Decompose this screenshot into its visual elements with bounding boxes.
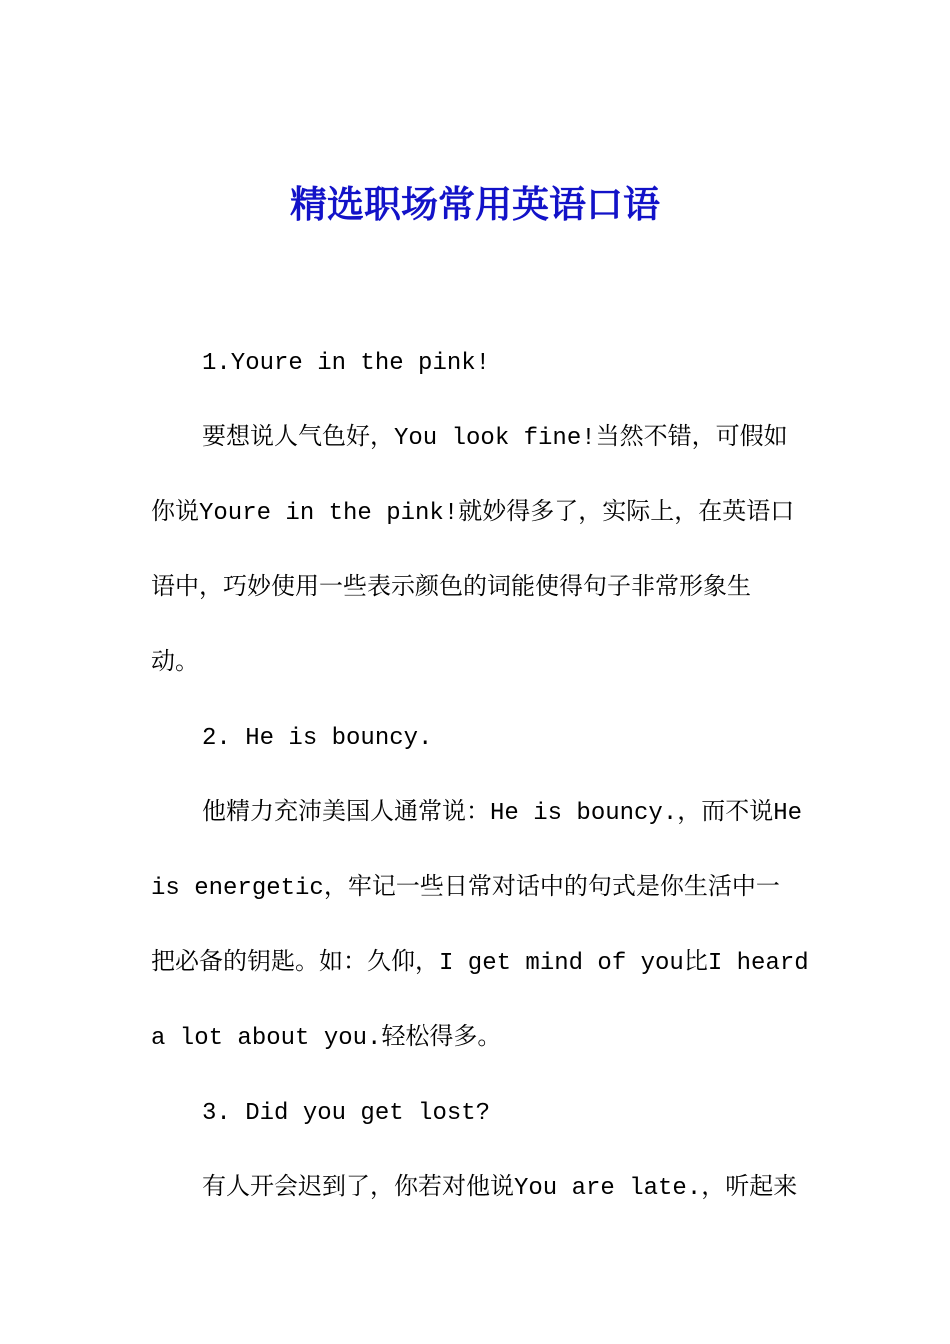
- document-body: [151, 326, 807, 1226]
- text-line: 要想说人气色好，You look fine!当然不错，可假如: [202, 425, 788, 452]
- text-line: a lot about you.轻松得多。: [151, 1025, 502, 1052]
- text-line: is energetic，牢记一些日常对话中的句式是你生活中一: [151, 875, 780, 902]
- text-line: 3. Did you get lost?: [202, 1100, 491, 1127]
- text-line: 2. He is bouncy.: [202, 725, 433, 752]
- text-line: 把必备的钥匙。如：久仰，I get mind of you比I heard: [151, 950, 809, 977]
- paragraph-body-1: [151, 401, 807, 701]
- paragraph-heading-3: [151, 1076, 807, 1151]
- text-line: 你说Youre in the pink!就妙得多了，实际上，在英语口: [151, 500, 795, 527]
- paragraph-body-3: [151, 1151, 807, 1226]
- paragraph-heading-2: [151, 701, 807, 776]
- text-line: 有人开会迟到了，你若对他说You are late.，听起来: [202, 1175, 798, 1202]
- paragraph-heading-1: [151, 326, 807, 401]
- text-line: 1.Youre in the pink!: [202, 350, 491, 377]
- text-line: 他精力充沛美国人通常说：He is bouncy.，而不说He: [202, 800, 803, 827]
- text-line: 动。: [151, 650, 199, 677]
- text-line: 语中，巧妙使用一些表示颜色的词能使得句子非常形象生: [151, 575, 751, 602]
- paragraph-body-2: [151, 776, 807, 1076]
- document-title: 精选职场常用英语口语: [290, 182, 660, 226]
